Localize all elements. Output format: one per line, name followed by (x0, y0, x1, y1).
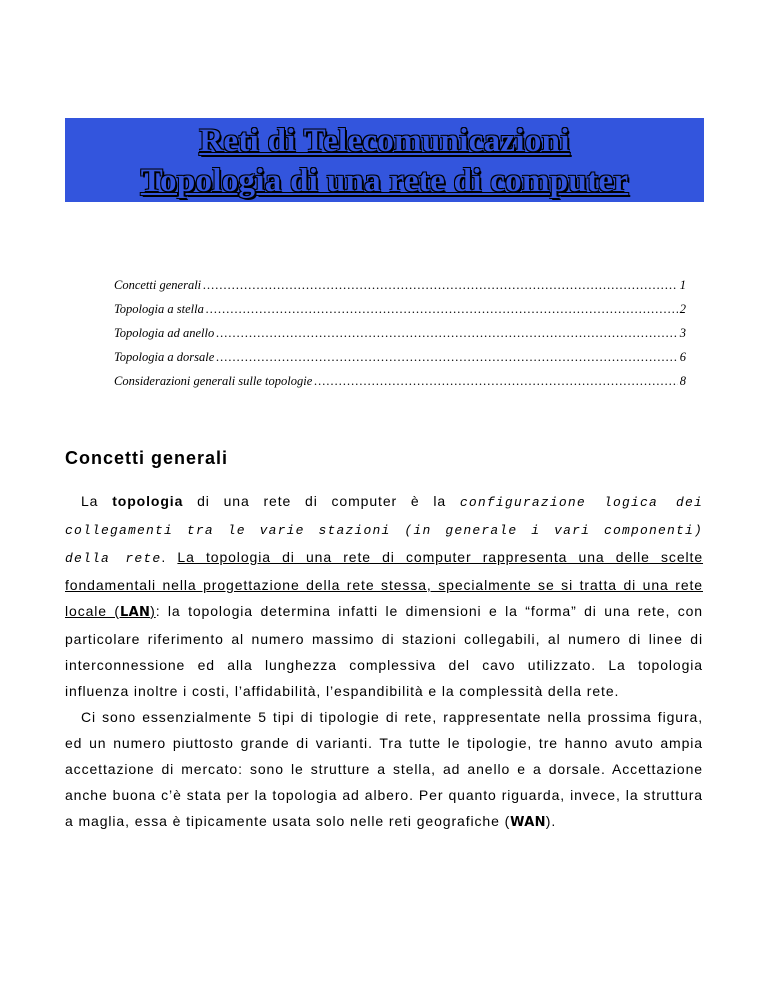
paragraph (65, 488, 703, 704)
toc-leader (314, 374, 677, 389)
text: di una rete di computer è la (183, 493, 460, 509)
toc-entry-title[interactable]: Topologia a dorsale (114, 350, 215, 364)
section-body (65, 488, 703, 836)
toc-entry-page[interactable]: 6 (679, 350, 686, 364)
toc-leader (216, 326, 678, 341)
title-banner (65, 118, 704, 202)
text: ). (545, 813, 557, 829)
term-topologia: topologia (112, 493, 184, 509)
toc-entry[interactable] (114, 278, 686, 302)
toc-entry[interactable] (114, 326, 686, 350)
toc-entry-title[interactable]: Concetti generali (114, 278, 202, 292)
toc-entry[interactable] (114, 302, 686, 326)
paragraph (65, 704, 703, 836)
definition-text: configurazione logica dei collegamenti tra le varie stazioni (in generale i vari componenti) della rete (65, 495, 703, 566)
text: Ci sono essenzialmente 5 tipi di tipologie di rete, rappresentate nella prossima figura, ed un numero piuttosto grande di varianti. Tra tutte le tipologie, tre hanno avuto ampia accettazione di mercato: sono le strutture a stella, ad anello e a dorsale. Accettazione anche buona c’è stata per la topologia ad albero. Per quanto riguarda, invece, la struttura a maglia, essa è tipicamente usata solo nelle reti geografiche ( (65, 709, 703, 829)
toc-entry-title[interactable]: Topologia a stella (114, 302, 204, 316)
toc-entry-page[interactable]: 3 (679, 326, 686, 340)
toc-entry[interactable] (114, 374, 686, 398)
toc-leader (206, 302, 678, 317)
text: ) (150, 603, 156, 619)
toc-entry-page[interactable]: 1 (679, 278, 686, 292)
abbr-wan: WAN (510, 815, 546, 830)
toc-entry-title[interactable]: Topologia ad anello (114, 326, 215, 340)
table-of-contents (114, 278, 686, 398)
toc-entry-title[interactable]: Considerazioni generali sulle topologie (114, 374, 313, 388)
text: . (161, 549, 178, 565)
text: La (81, 493, 113, 509)
document-subtitle: Topologia di una rete di computer (140, 163, 629, 199)
toc-leader (203, 278, 678, 293)
toc-entry-page[interactable]: 8 (679, 374, 686, 388)
text: La topologia di una rete di computer rappresenta una delle scelte fondamentali nella progettazione della rete stessa, specialmente se si tratta di una rete locale ( (65, 549, 704, 619)
toc-leader (216, 350, 677, 365)
text: : la topologia determina infatti le dimensioni e la “forma” di una rete, con particolare riferimento al numero massimo di stazioni collegabili, al numero di linee di interconnessione ed alla lunghezza complessiva del cavo utilizzato. La topologia influenza inoltre i costi, l’affidabilità, l’espandibilità e la complessità della rete. (65, 603, 703, 699)
document-title: Reti di Telecomunicazioni (199, 123, 570, 159)
abbr-lan: LAN (120, 605, 151, 620)
section-heading: Concetti generali (65, 448, 229, 468)
toc-entry-page[interactable]: 2 (679, 302, 686, 316)
toc-entry[interactable] (114, 350, 686, 374)
